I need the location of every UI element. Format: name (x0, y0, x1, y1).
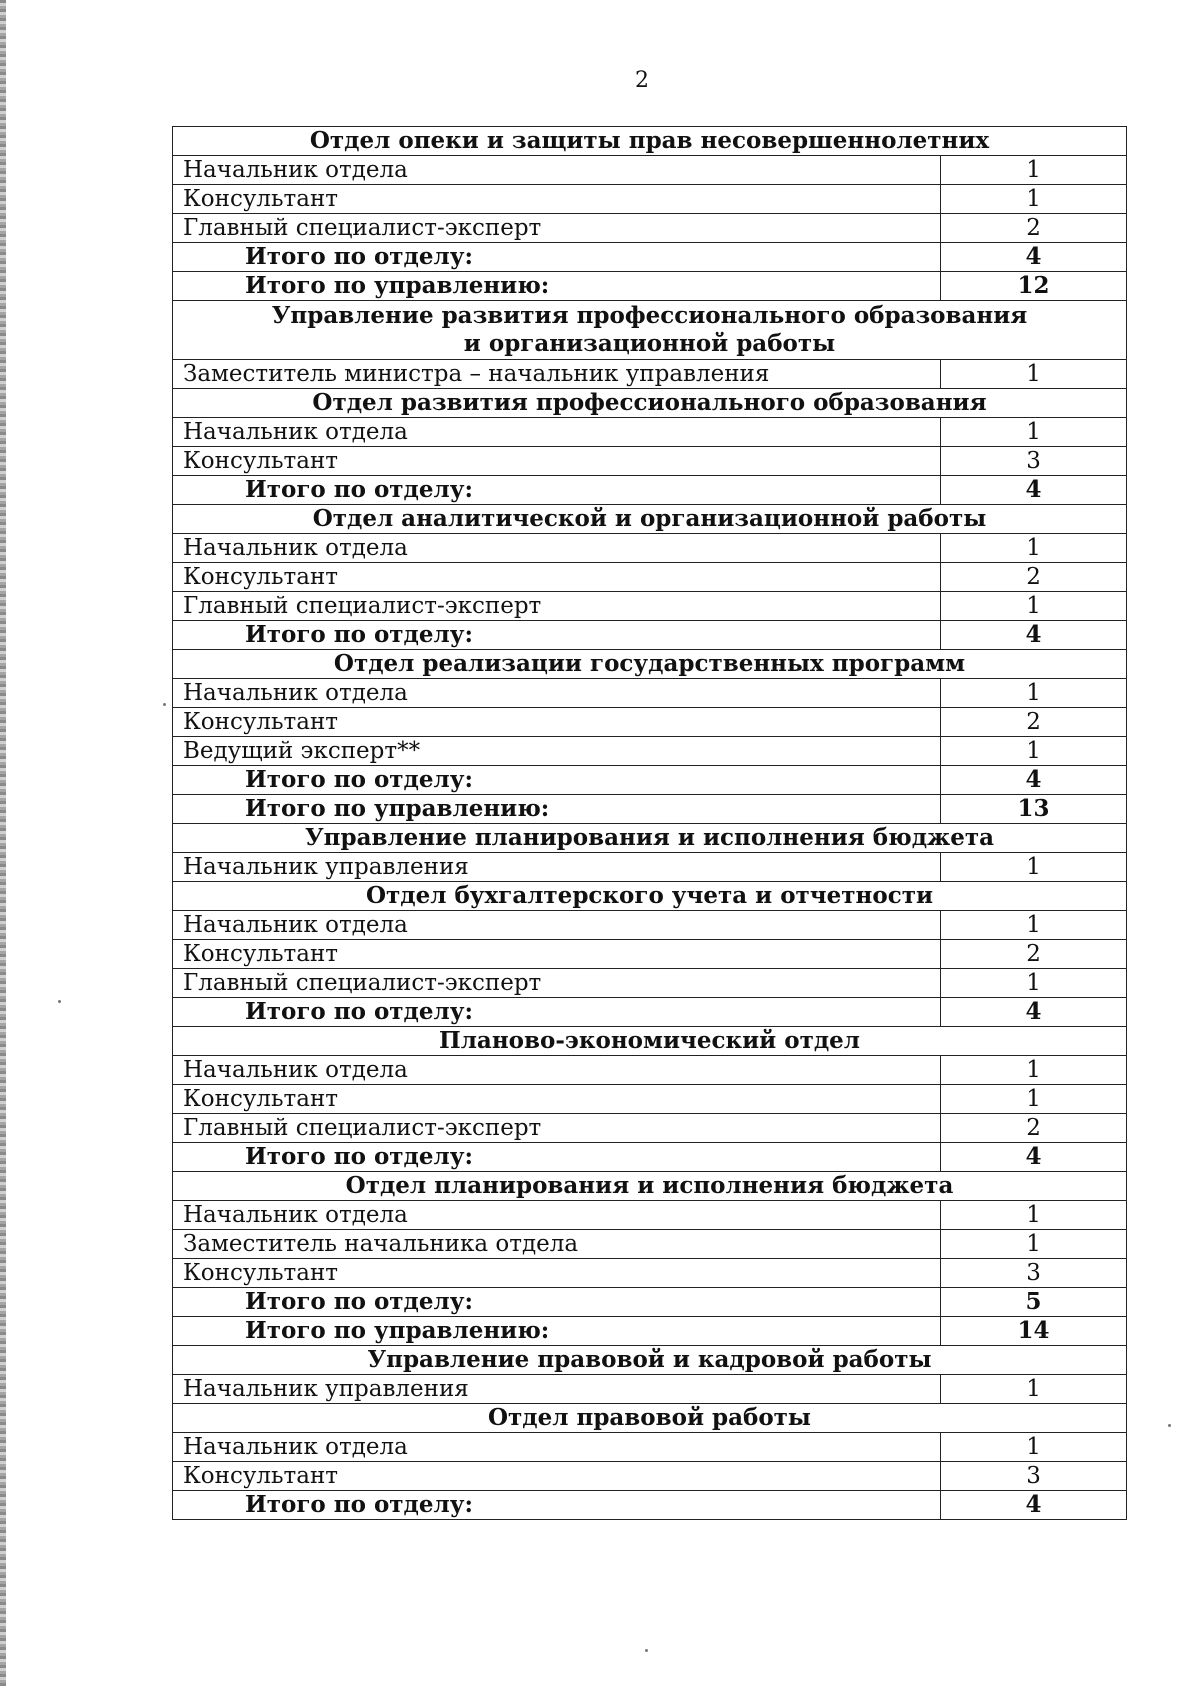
total-row (173, 766, 1127, 795)
position-row (173, 1462, 1127, 1491)
scan-edge-border (0, 0, 6, 1686)
total-label: Итого по отделу: (173, 1491, 941, 1520)
section-title: Отдел планирования и исполнения бюджета (173, 1172, 1127, 1201)
section-heading-row (173, 389, 1127, 418)
position-count: 2 (941, 563, 1127, 592)
position-count: 1 (941, 1375, 1127, 1404)
position-name: Главный специалист-эксперт (173, 969, 941, 998)
total-label: Итого по управлению: (173, 795, 941, 824)
section-heading-row (173, 824, 1127, 853)
scan-speck (1168, 1424, 1171, 1427)
section-heading-row (173, 650, 1127, 679)
page-number: 2 (635, 68, 649, 93)
position-count: 2 (941, 1114, 1127, 1143)
position-count: 1 (941, 969, 1127, 998)
total-label: Итого по отделу: (173, 998, 941, 1027)
position-row (173, 1201, 1127, 1230)
section-title-line: Управление развития профессионального образования (271, 302, 1028, 329)
total-count: 12 (941, 272, 1127, 301)
position-row (173, 447, 1127, 476)
scan-speck (58, 1000, 61, 1003)
section-heading-row (173, 1404, 1127, 1433)
position-row (173, 708, 1127, 737)
position-name: Консультант (173, 185, 941, 214)
position-name: Начальник управления (173, 853, 941, 882)
position-count: 1 (941, 679, 1127, 708)
position-row (173, 1114, 1127, 1143)
total-label: Итого по отделу: (173, 766, 941, 795)
total-label: Итого по отделу: (173, 621, 941, 650)
section-title: Отдел аналитической и организационной работы (173, 505, 1127, 534)
section-title: Отдел реализации государственных программ (173, 650, 1127, 679)
position-name: Начальник отдела (173, 1056, 941, 1085)
total-row (173, 1288, 1127, 1317)
staffing-table (172, 126, 1127, 1520)
position-count: 1 (941, 185, 1127, 214)
total-row (173, 1317, 1127, 1346)
section-heading-row (173, 1027, 1127, 1056)
position-count: 3 (941, 1259, 1127, 1288)
position-count: 1 (941, 1433, 1127, 1462)
scan-speck (645, 1649, 648, 1652)
total-count: 14 (941, 1317, 1127, 1346)
position-row (173, 563, 1127, 592)
total-count: 4 (941, 1491, 1127, 1520)
total-row (173, 272, 1127, 301)
position-count: 1 (941, 1201, 1127, 1230)
position-row (173, 679, 1127, 708)
total-count: 5 (941, 1288, 1127, 1317)
position-count: 1 (941, 1230, 1127, 1259)
position-row (173, 418, 1127, 447)
position-name: Заместитель начальника отдела (173, 1230, 941, 1259)
total-label: Итого по отделу: (173, 1143, 941, 1172)
position-name: Главный специалист-эксперт (173, 1114, 941, 1143)
position-name: Консультант (173, 447, 941, 476)
section-title: Управление правовой и кадровой работы (173, 1346, 1127, 1375)
section-title (173, 301, 1127, 360)
total-count: 4 (941, 243, 1127, 272)
total-label: Итого по отделу: (173, 476, 941, 505)
position-name: Консультант (173, 940, 941, 969)
position-row (173, 360, 1127, 389)
position-name: Начальник отдела (173, 534, 941, 563)
position-count: 3 (941, 1462, 1127, 1491)
section-title: Отдел бухгалтерского учета и отчетности (173, 882, 1127, 911)
section-title: Отдел опеки и защиты прав несовершеннолетних (173, 127, 1127, 156)
position-count: 1 (941, 911, 1127, 940)
position-row (173, 1230, 1127, 1259)
staffing-table-body (173, 127, 1127, 1520)
total-row (173, 621, 1127, 650)
position-count: 3 (941, 447, 1127, 476)
position-name: Консультант (173, 708, 941, 737)
position-row (173, 1375, 1127, 1404)
position-row (173, 1433, 1127, 1462)
position-name: Консультант (173, 1259, 941, 1288)
total-label: Итого по отделу: (173, 1288, 941, 1317)
total-row (173, 795, 1127, 824)
position-count: 1 (941, 156, 1127, 185)
position-count: 1 (941, 1056, 1127, 1085)
position-row (173, 737, 1127, 766)
position-row (173, 592, 1127, 621)
section-heading-row (173, 301, 1127, 360)
total-count: 13 (941, 795, 1127, 824)
position-name: Начальник отдела (173, 679, 941, 708)
section-title-line: и организационной работы (463, 330, 836, 357)
position-row (173, 534, 1127, 563)
total-count: 4 (941, 621, 1127, 650)
section-heading-row (173, 505, 1127, 534)
section-title: Отдел развития профессионального образования (173, 389, 1127, 418)
position-count: 2 (941, 708, 1127, 737)
position-row (173, 853, 1127, 882)
position-name: Начальник отдела (173, 156, 941, 185)
section-heading-row (173, 1346, 1127, 1375)
section-heading-row (173, 1172, 1127, 1201)
total-row (173, 476, 1127, 505)
section-title: Отдел правовой работы (173, 1404, 1127, 1433)
total-count: 4 (941, 1143, 1127, 1172)
position-row (173, 911, 1127, 940)
position-name: Главный специалист-эксперт (173, 592, 941, 621)
total-count: 4 (941, 766, 1127, 795)
position-row (173, 1085, 1127, 1114)
total-row (173, 243, 1127, 272)
position-name: Консультант (173, 1085, 941, 1114)
position-name: Заместитель министра – начальник управления (173, 360, 941, 389)
position-name: Начальник отдела (173, 1433, 941, 1462)
position-count: 1 (941, 853, 1127, 882)
total-label: Итого по отделу: (173, 243, 941, 272)
section-heading-row (173, 127, 1127, 156)
position-row (173, 1056, 1127, 1085)
position-name: Начальник управления (173, 1375, 941, 1404)
position-row (173, 156, 1127, 185)
position-name: Ведущий эксперт** (173, 737, 941, 766)
position-name: Главный специалист-эксперт (173, 214, 941, 243)
position-name: Начальник отдела (173, 418, 941, 447)
scan-speck (163, 703, 166, 706)
total-row (173, 1143, 1127, 1172)
position-name: Начальник отдела (173, 1201, 941, 1230)
position-row (173, 214, 1127, 243)
total-count: 4 (941, 998, 1127, 1027)
total-row (173, 1491, 1127, 1520)
position-row (173, 185, 1127, 214)
position-count: 1 (941, 592, 1127, 621)
position-row (173, 969, 1127, 998)
total-label: Итого по управлению: (173, 272, 941, 301)
position-count: 1 (941, 1085, 1127, 1114)
position-count: 1 (941, 418, 1127, 447)
section-heading-row (173, 882, 1127, 911)
total-count: 4 (941, 476, 1127, 505)
position-row (173, 940, 1127, 969)
position-count: 1 (941, 534, 1127, 563)
position-count: 1 (941, 737, 1127, 766)
position-name: Консультант (173, 563, 941, 592)
total-row (173, 998, 1127, 1027)
section-title: Планово-экономический отдел (173, 1027, 1127, 1056)
position-name: Начальник отдела (173, 911, 941, 940)
section-title: Управление планирования и исполнения бюджета (173, 824, 1127, 853)
position-count: 1 (941, 360, 1127, 389)
position-name: Консультант (173, 1462, 941, 1491)
position-count: 2 (941, 214, 1127, 243)
total-label: Итого по управлению: (173, 1317, 941, 1346)
position-row (173, 1259, 1127, 1288)
position-count: 2 (941, 940, 1127, 969)
